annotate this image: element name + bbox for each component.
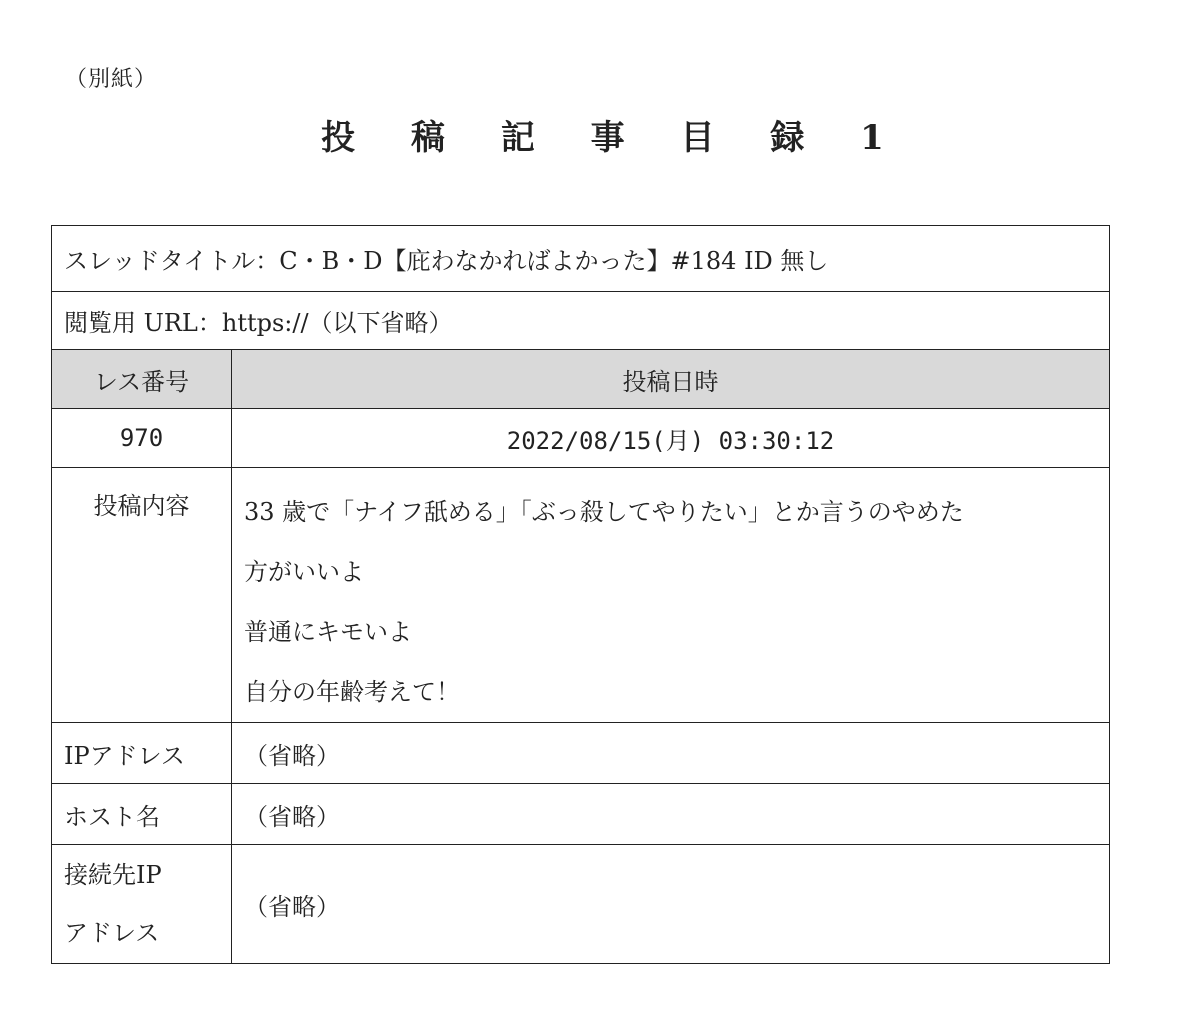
host-name-label: ホスト名 bbox=[52, 784, 232, 845]
connection-ip-row bbox=[52, 845, 1110, 964]
content-line: 33 歳で「ナイフ舐める」「ぶっ殺してやりたい」とか言うのやめた bbox=[244, 498, 964, 526]
url-row bbox=[52, 292, 1110, 350]
post-content-label: 投稿内容 bbox=[52, 468, 232, 723]
ip-address-row bbox=[52, 723, 1110, 784]
connection-ip-label-line1: 接続先IP bbox=[64, 861, 162, 889]
document-title: 投 稿 記 事 目 録 1 bbox=[321, 118, 906, 158]
thread-title: スレッドタイトル：C・B・D【庇わなかればよかった】#184 ID 無し bbox=[52, 226, 1110, 292]
header-res-number: レス番号 bbox=[52, 350, 232, 409]
connection-ip-label bbox=[52, 845, 232, 964]
ip-address-label: IPアドレス bbox=[52, 723, 232, 784]
content-line: 普通にキモいよ bbox=[244, 618, 412, 646]
post-record-table bbox=[51, 225, 1110, 964]
attachment-note: （別紙） bbox=[65, 67, 158, 92]
post-number-row bbox=[52, 409, 1110, 468]
thread-title-row bbox=[52, 226, 1110, 292]
header-post-datetime: 投稿日時 bbox=[232, 350, 1110, 409]
connection-ip-value: （省略） bbox=[232, 845, 1110, 964]
post-content bbox=[232, 468, 1110, 723]
content-line: 方がいいよ bbox=[244, 558, 364, 586]
post-content-row bbox=[52, 468, 1110, 723]
content-line: 自分の年齢考えて！ bbox=[244, 678, 460, 706]
connection-ip-label-line2: アドレス bbox=[64, 919, 160, 947]
view-url: 閲覧用 URL：https://（以下省略） bbox=[52, 292, 1110, 350]
table-header-row bbox=[52, 350, 1110, 409]
ip-address-value: （省略） bbox=[232, 723, 1110, 784]
post-number: 970 bbox=[52, 409, 232, 468]
host-name-value: （省略） bbox=[232, 784, 1110, 845]
host-name-row bbox=[52, 784, 1110, 845]
post-datetime: 2022/08/15(月) 03:30:12 bbox=[232, 409, 1110, 468]
